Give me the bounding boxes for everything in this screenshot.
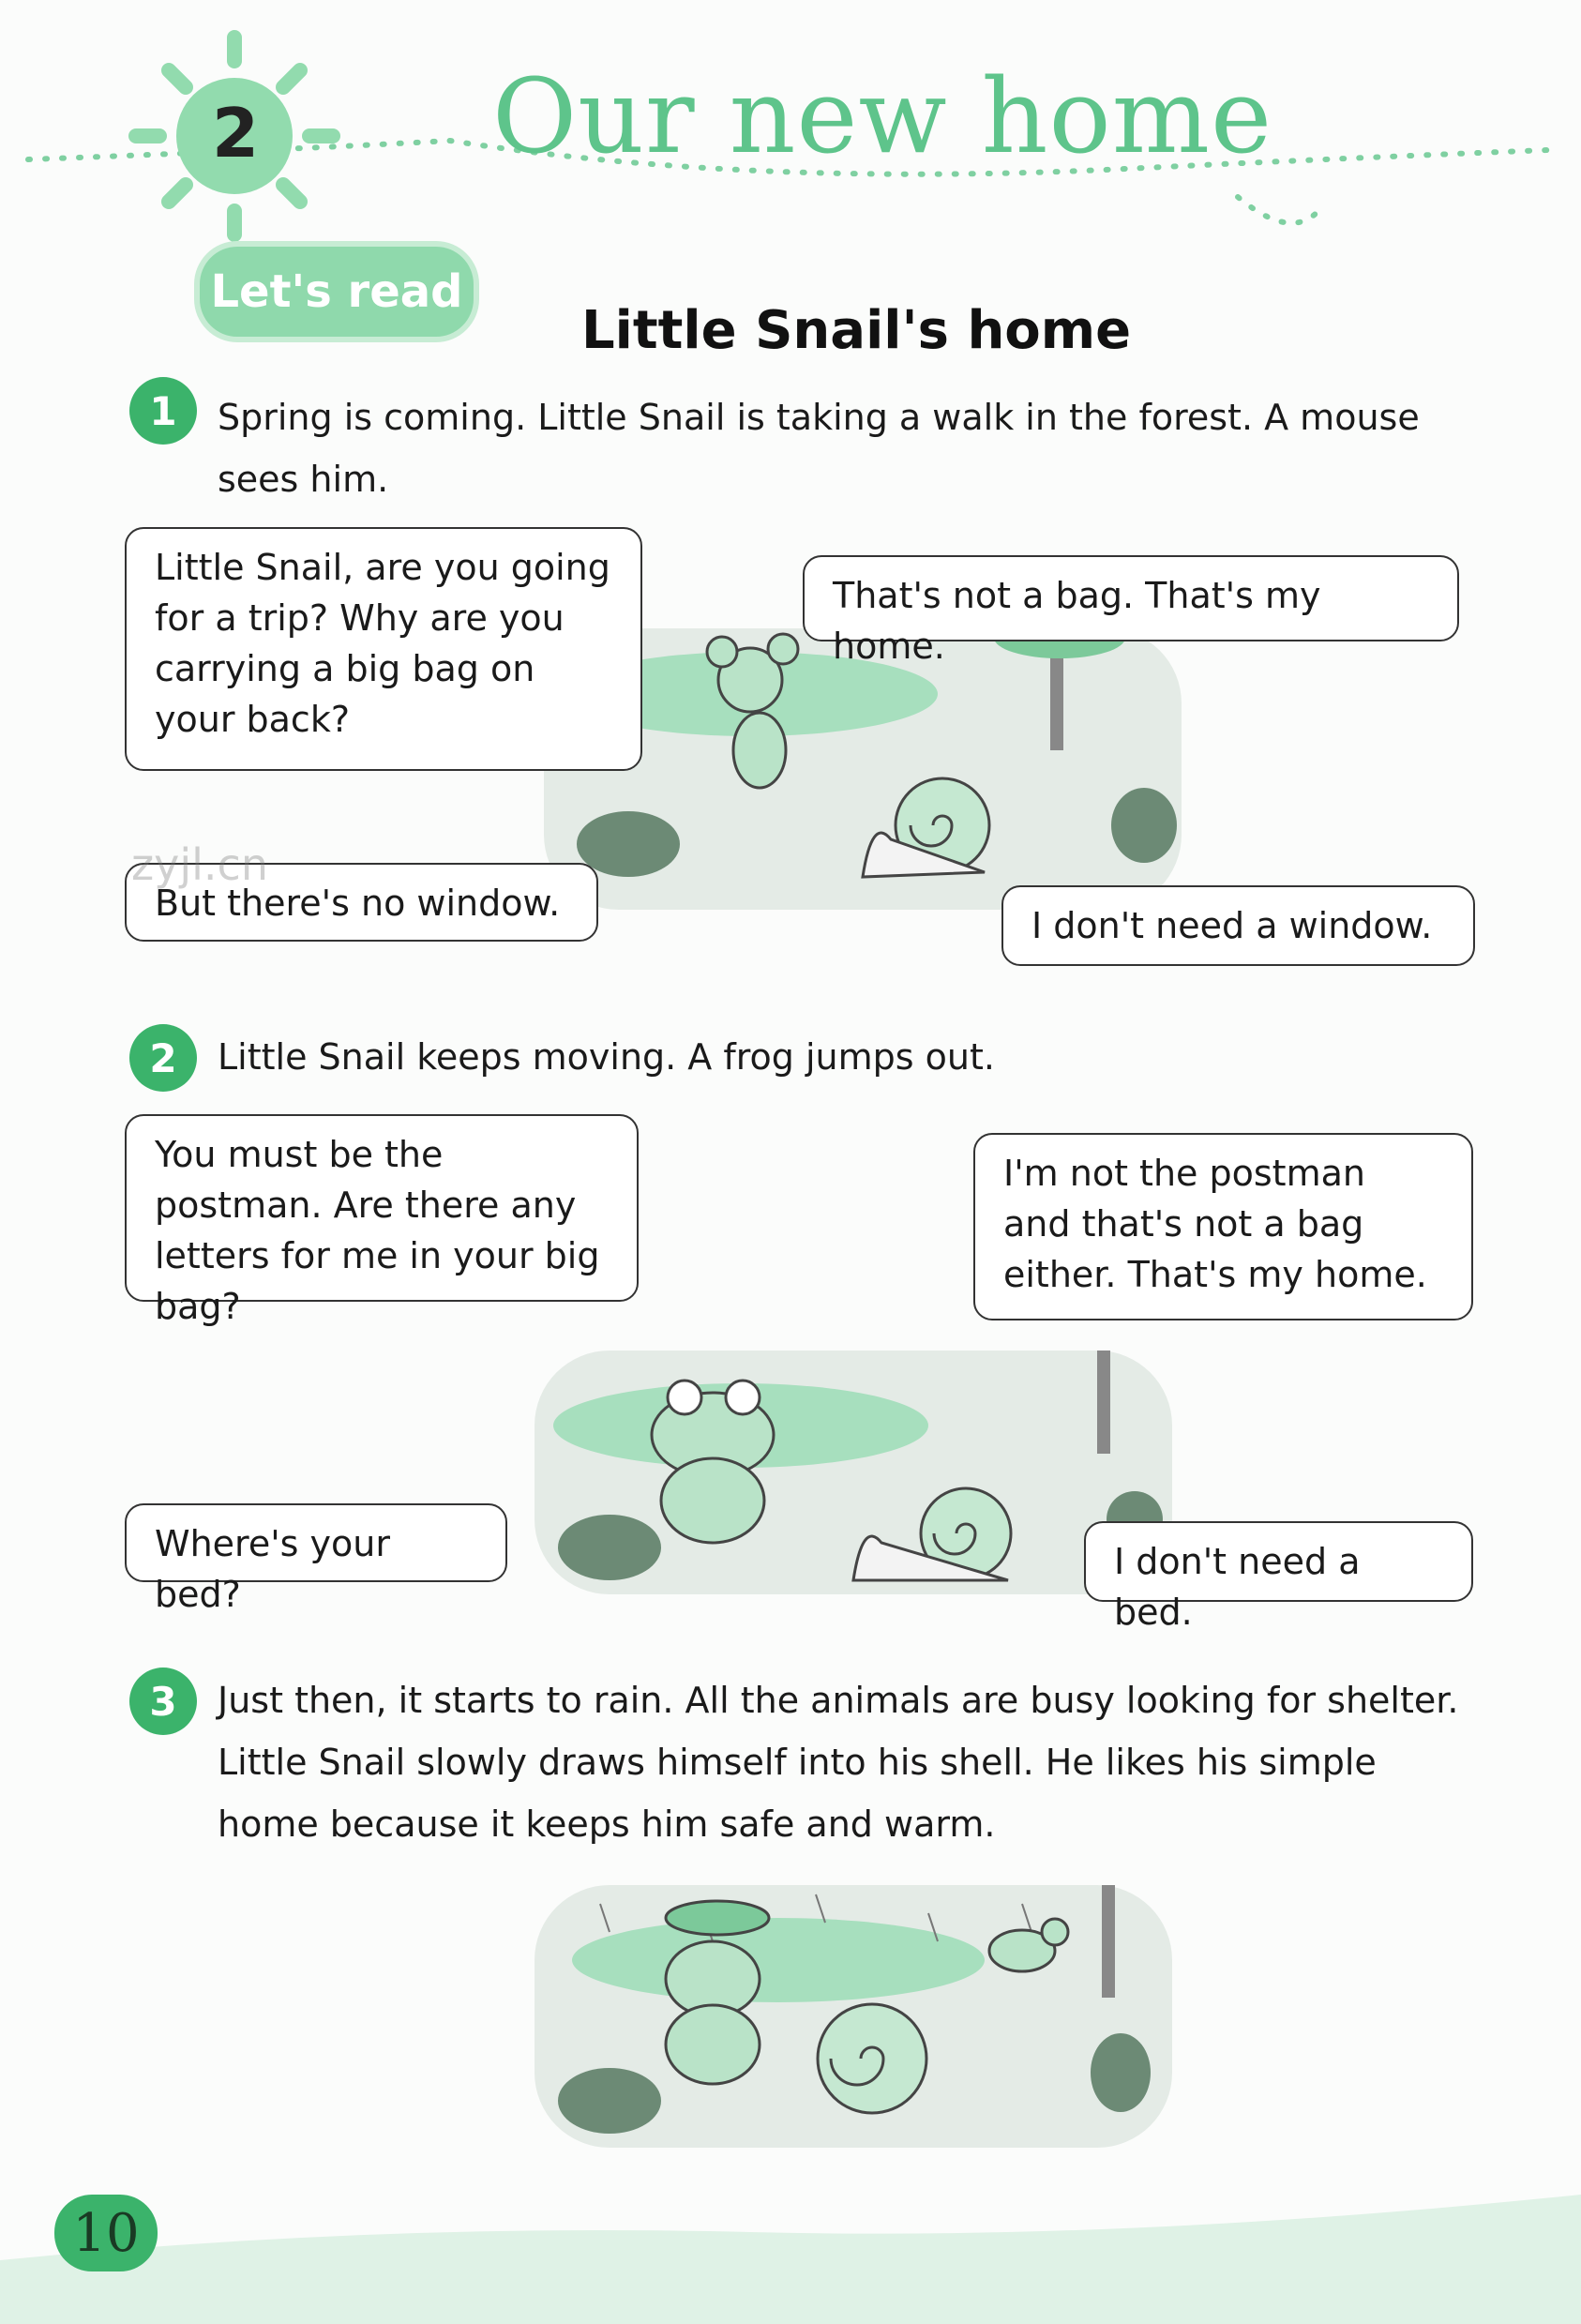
section-badge: Let's read: [200, 247, 474, 337]
paragraph-text: Spring is coming. Little Snail is taking a walk in the forest. A mouse sees him.: [218, 397, 1420, 500]
watermark: zyjl.cn: [131, 839, 268, 890]
frog-icon: [666, 1901, 769, 2084]
scene-art: [535, 1351, 1172, 1594]
page-title: Our new home: [492, 56, 1273, 176]
frog-icon: [652, 1381, 774, 1543]
speech-bubble-no-window: But there's no window.: [125, 863, 598, 942]
paragraph-text: Just then, it starts to rain. All the animals are busy looking for shelter. Little Snail slowly draws himself into his shell. He likes his simple home because it keeps him safe and warm.: [218, 1680, 1459, 1845]
speech-bubble-mouse-question: Little Snail, are you going for a trip? Why are you carrying a big bag on your back?: [125, 527, 642, 771]
footer-wave: [0, 2157, 1581, 2324]
unit-number: 2: [212, 94, 260, 173]
speech-bubble-frog-question: You must be the postman. Are there any letters for me in your big bag?: [125, 1114, 639, 1302]
paragraph-text: Little Snail keeps moving. A frog jumps out.: [218, 1036, 995, 1078]
speech-bubble-no-need-window: I don't need a window.: [1001, 885, 1475, 966]
speech-bubble-snail-answer: I'm not the postman and that's not a bag either. That's my home.: [973, 1133, 1473, 1320]
snail-shell-icon: [818, 2004, 926, 2113]
paragraph-number: 1: [129, 377, 197, 445]
speech-bubble-bed-question: Where's your bed?: [125, 1503, 507, 1582]
paragraph-number: 3: [129, 1668, 197, 1735]
speech-bubble-snail-home: That's not a bag. That's my home.: [803, 555, 1459, 641]
paragraph-number: 2: [129, 1024, 197, 1092]
snail-icon: [863, 778, 989, 877]
mouse-icon: [989, 1919, 1068, 1971]
speech-bubble-no-need-bed: I don't need a bed.: [1084, 1521, 1473, 1602]
page-number: 10: [54, 2195, 158, 2271]
story-title: Little Snail's home: [581, 300, 1132, 361]
snail-icon: [853, 1488, 1011, 1580]
scene-art: [535, 1885, 1172, 2148]
